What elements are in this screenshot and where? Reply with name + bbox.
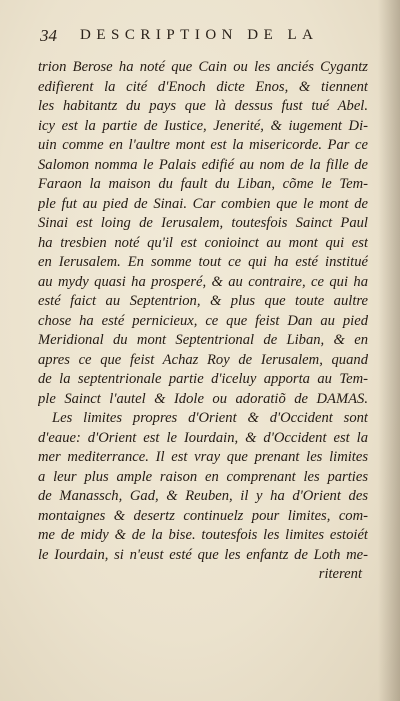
text-line: Meridional du mont Septentrional de Liban, & en [38,332,368,348]
text-line: apres ce que feist Achaz Roy de Ierusalem, quand [38,351,368,368]
text-line: Sinai est loing de Ierusalem, toutesfois Sainct Paul [38,215,368,231]
text-line: ple Sainct l'autel & Idole ou adoratiõ de DAMAS. [38,390,368,407]
text-line: esté faict au Septentrion, & plus que toute aultre [38,293,368,309]
text-line: de la septentrionale partie d'iceluy apporta au Tem- [38,371,368,387]
page-header [40,24,362,48]
text-line: ha tresbien noté qu'il est conioinct au mont qui est [38,234,368,251]
text-line: en Ierusalem. En somme tout ce qui ha esté institué [38,254,368,270]
text-line: trion Berose ha noté que Cain ou les anciés Cygantz [38,59,368,75]
text-block [38,58,368,585]
text-line: icy est la partie de Iustice, Jenerité, & iugement Di- [38,117,368,134]
text-line: Faraon la maison du fault du Liban, cõme le Tem- [38,176,368,192]
text-line: montaignes & desertz continuelz pour limites, com- [38,507,368,524]
page-number: 34 [40,26,57,45]
text-line: Salomon nomma le Palais edifié au nom de la fille de [38,156,368,173]
text-line: chose ha esté pernicieux, ce que feist Dan au pied [38,312,368,329]
text-line: me de midy & de la bise. toutesfois les limites estoiét [38,527,368,543]
running-title: DESCRIPTION DE LA [80,27,319,43]
text-line: ple fut au pied de Sinai. Car combien que le mont de [38,195,368,212]
text-line: les habitantz du pays que là dessus fust tué Abel. [38,98,368,114]
catchword: riterent [318,566,362,582]
text-line: edifierent la cité d'Enoch dicte Enos, & tiennent [38,78,368,95]
text-line: au mydy quasi ha prosperé, & au contraire, ce qui ha [38,273,368,290]
text-line: uin comme en l'aultre mont est la misericorde. Par ce [38,137,368,153]
text-line: Les limites propres d'Orient & d'Occident sont [52,410,368,426]
text-line: a leur plus ample raison en comprenant les parties [38,468,368,485]
page-gutter-shadow [378,0,400,701]
text-line: de Manassch, Gad, & Reuben, il y ha d'Orient des [38,488,368,504]
text-line: d'eaue: d'Orient est le Iourdain, & d'Occident est la [38,429,368,446]
text-line: mer mediterrance. Il est vray que prenant les limites [38,449,368,465]
text-line: le Iourdain, si n'eust esté que les enfantz de Loth me- [38,546,368,563]
